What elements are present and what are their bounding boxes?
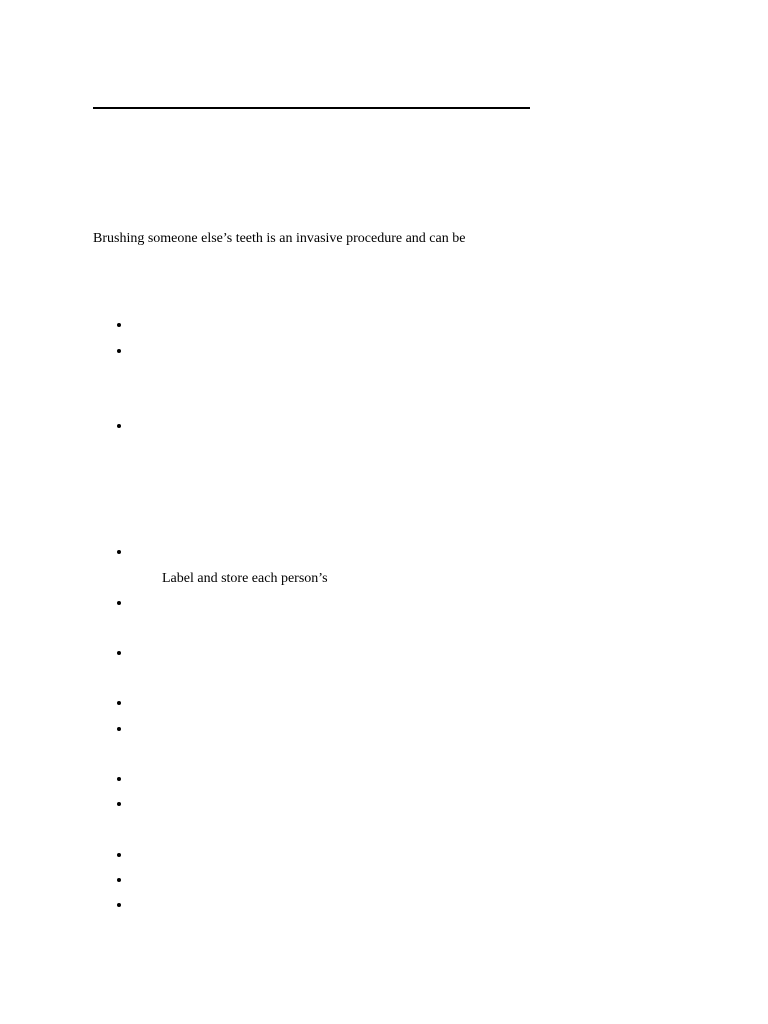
- bullet-2: [114, 346, 124, 356]
- bullet-6: [114, 648, 124, 658]
- bullet-10: [114, 799, 124, 809]
- intro-paragraph: Brushing someone else’s teeth is an invasive procedure and can be: [93, 231, 466, 246]
- bullet-8: [114, 724, 124, 734]
- bullet-5: [114, 598, 124, 608]
- indented-line: Label and store each person’s: [162, 571, 328, 586]
- bullet-4: [114, 547, 124, 557]
- bullet-7: [114, 698, 124, 708]
- bullet-12: [114, 875, 124, 885]
- bullet-13: [114, 900, 124, 910]
- bullet-1: [114, 320, 124, 330]
- bullet-3: [114, 421, 124, 431]
- horizontal-rule: [93, 107, 530, 109]
- bullet-9: [114, 774, 124, 784]
- bullet-11: [114, 850, 124, 860]
